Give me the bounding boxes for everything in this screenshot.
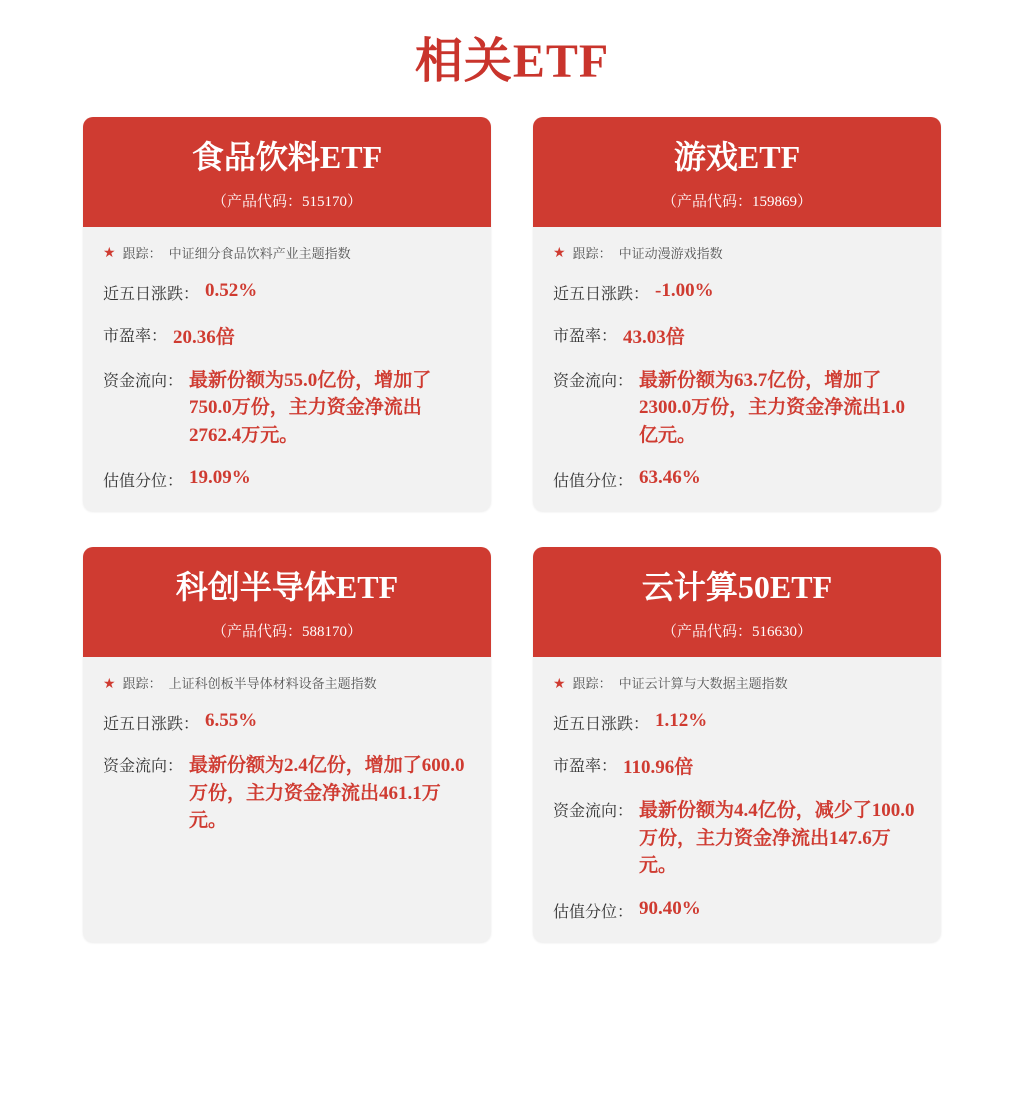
star-icon: ★	[103, 674, 116, 691]
flow-row	[553, 797, 921, 880]
etf-card-body	[533, 657, 941, 942]
track-value: 中证细分食品饮料产业主题指数	[168, 245, 351, 261]
valuation-value: 63.46%	[639, 467, 701, 489]
five-day-label: 近五日涨跌：	[103, 716, 200, 734]
track-value: 中证云计算与大数据主题指数	[618, 676, 788, 692]
etf-code	[543, 620, 931, 641]
five-day-row	[103, 280, 471, 304]
etf-name: 食品饮料ETF	[191, 139, 383, 175]
five-day-row	[553, 280, 921, 304]
five-day-row	[103, 710, 471, 734]
etf-name: 游戏ETF	[673, 139, 801, 175]
track-row	[103, 673, 471, 706]
etf-card[interactable]	[533, 117, 941, 511]
flow-value: 最新份额为4.4亿份，减少了100.0万份，主力资金净流出147.6万元。	[639, 800, 915, 877]
star-icon: ★	[553, 244, 566, 261]
pe-label: 市盈率：	[553, 758, 618, 776]
etf-code	[543, 190, 931, 211]
five-day-value: 1.12%	[655, 710, 708, 732]
etf-card-header	[83, 547, 491, 657]
code-prefix: （产品代码：	[211, 193, 302, 210]
track-row	[103, 243, 471, 276]
etf-card-header	[83, 117, 491, 227]
etf-card-header	[533, 547, 941, 657]
pe-row	[553, 752, 921, 779]
flow-row	[553, 367, 921, 450]
pe-row	[103, 322, 471, 349]
pe-label: 市盈率：	[103, 327, 168, 345]
code-value: 159869	[752, 193, 797, 210]
five-day-label: 近五日涨跌：	[553, 716, 650, 734]
track-label: 跟踪：	[122, 245, 162, 261]
track-row	[553, 673, 921, 706]
five-day-row	[553, 710, 921, 734]
code-suffix: ）	[347, 193, 363, 210]
track-label: 跟踪：	[572, 676, 612, 692]
pe-value: 110.96倍	[623, 757, 694, 779]
etf-card-header	[533, 117, 941, 227]
track-value: 中证动漫游戏指数	[618, 245, 723, 261]
etf-card-grid	[0, 117, 1024, 942]
flow-row	[103, 367, 471, 450]
flow-value: 最新份额为63.7亿份，增加了2300.0万份，主力资金净流出1.0亿元。	[639, 369, 906, 446]
track-label: 跟踪：	[122, 676, 162, 692]
flow-label: 资金流向：	[103, 372, 184, 390]
star-icon: ★	[553, 674, 566, 691]
pe-value: 43.03倍	[623, 326, 685, 348]
code-suffix: ）	[347, 624, 363, 641]
etf-card[interactable]	[83, 547, 491, 941]
code-value: 515170	[302, 193, 347, 210]
valuation-row	[553, 467, 921, 491]
code-value: 516630	[752, 624, 797, 641]
pe-value: 20.36倍	[173, 326, 235, 348]
etf-card-body	[533, 227, 941, 512]
code-prefix: （产品代码：	[211, 624, 302, 641]
valuation-value: 19.09%	[189, 467, 251, 489]
pe-row	[553, 322, 921, 349]
code-prefix: （产品代码：	[661, 193, 752, 210]
flow-value: 最新份额为2.4亿份，增加了600.0万份，主力资金净流出461.1万元。	[189, 755, 465, 832]
etf-name: 科创半导体ETF	[175, 569, 399, 606]
valuation-row	[553, 898, 921, 922]
valuation-label: 估值分位：	[553, 473, 634, 491]
flow-label: 资金流向：	[553, 803, 634, 821]
valuation-label: 估值分位：	[103, 473, 184, 491]
track-label: 跟踪：	[572, 245, 612, 261]
code-value: 588170	[302, 624, 347, 641]
five-day-value: 6.55%	[205, 710, 258, 732]
valuation-row	[103, 467, 471, 491]
etf-code	[93, 620, 481, 641]
etf-card-body	[83, 227, 491, 512]
etf-name: 云计算50ETF	[641, 569, 833, 606]
code-prefix: （产品代码：	[661, 624, 752, 641]
code-suffix: ）	[797, 193, 813, 210]
five-day-label: 近五日涨跌：	[553, 285, 650, 303]
flow-value: 最新份额为55.0亿份，增加了750.0万份，主力资金净流出2762.4万元。	[189, 369, 432, 446]
flow-row	[103, 752, 471, 835]
etf-card-body	[83, 657, 491, 942]
page-title: 相关ETF	[414, 35, 610, 88]
flow-label: 资金流向：	[553, 372, 634, 390]
five-day-value: 0.52%	[205, 279, 258, 301]
valuation-label: 估值分位：	[553, 903, 634, 921]
code-suffix: ）	[797, 624, 813, 641]
flow-label: 资金流向：	[103, 758, 184, 776]
track-value: 上证科创板半导体材料设备主题指数	[168, 676, 377, 692]
five-day-label: 近五日涨跌：	[103, 285, 200, 303]
valuation-value: 90.40%	[639, 897, 701, 919]
five-day-value: -1.00%	[655, 279, 714, 301]
etf-card[interactable]	[533, 547, 941, 941]
star-icon: ★	[103, 244, 116, 261]
pe-label: 市盈率：	[553, 327, 618, 345]
track-row	[553, 243, 921, 276]
etf-card[interactable]	[83, 117, 491, 511]
etf-code	[93, 190, 481, 211]
